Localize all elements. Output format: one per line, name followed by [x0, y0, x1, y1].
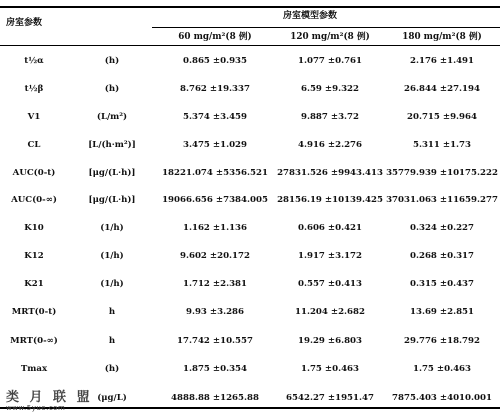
row-name: MRT(0-t) [11, 307, 57, 317]
watermark-url: www.5yue.com [6, 404, 66, 412]
row-name: CL [27, 140, 41, 150]
header-group-label: 房室模型参数 [282, 11, 338, 21]
row-value: 27831.526 ±9943.413 [277, 168, 383, 178]
header-col-60: 60 mg/m²(8 例) [178, 32, 252, 42]
row-value: 29.776 ±18.792 [404, 336, 480, 346]
row-unit: (1/h) [100, 279, 124, 289]
row-name: V1 [27, 112, 41, 122]
row-value: 28156.19 ±10139.425 [277, 195, 383, 205]
row-value: 1.077 ±0.761 [297, 56, 363, 66]
row-value: 1.162 ±1.136 [182, 223, 248, 233]
row-value: 35779.939 ±10175.222 [386, 168, 498, 178]
watermark-logo-text: 类 月 联 盟 [6, 390, 93, 405]
row-value: 17.742 ±10.557 [177, 336, 253, 346]
row-value: 0.268 ±0.317 [409, 251, 475, 261]
row-unit: h [108, 307, 116, 317]
row-value: 1.875 ±0.354 [182, 364, 248, 374]
watermark [6, 391, 93, 412]
row-value: 0.557 ±0.413 [297, 279, 363, 289]
row-value: 8.762 ±19.337 [180, 84, 250, 94]
row-value: 13.69 ±2.851 [409, 307, 475, 317]
row-value: 9.887 ±3.72 [300, 112, 360, 122]
row-value: 5.374 ±3.459 [182, 112, 248, 122]
group-header-rule [152, 27, 500, 28]
row-unit: [μg/(L·h)] [88, 195, 136, 205]
row-name: K12 [24, 251, 44, 261]
row-value: 0.324 ±0.227 [409, 223, 475, 233]
row-name: Tmax [20, 364, 48, 374]
table-top-rule [0, 6, 500, 8]
header-param-label: 房室参数 [6, 18, 43, 28]
row-unit: h [108, 336, 116, 346]
row-value: 6542.27 ±1951.47 [286, 393, 374, 403]
row-name: MRT(0-∞) [10, 336, 58, 346]
row-value: 1.712 ±2.381 [182, 279, 248, 289]
row-name: AUC(0-∞) [11, 195, 57, 205]
row-value: 19.29 ±6.803 [297, 336, 363, 346]
row-unit: (1/h) [100, 223, 124, 233]
row-value: 0.315 ±0.437 [409, 279, 475, 289]
row-unit: [L/(h·m²)] [88, 140, 136, 150]
row-value: 1.75 ±0.463 [300, 364, 360, 374]
row-value: 9.93 ±3.286 [185, 307, 245, 317]
header-bottom-rule [0, 45, 500, 46]
row-value: 4.916 ±2.276 [297, 140, 363, 150]
row-unit: [μg/(L·h)] [88, 168, 136, 178]
row-value: 5.311 ±1.73 [412, 140, 472, 150]
row-value: 19066.656 ±7384.005 [162, 195, 268, 205]
row-value: 4888.88 ±1265.88 [171, 393, 259, 403]
row-name: t½β [24, 84, 44, 94]
row-value: 9.602 ±20.172 [180, 251, 250, 261]
row-value: 1.917 ±3.172 [297, 251, 363, 261]
row-value: 3.475 ±1.029 [182, 140, 248, 150]
row-unit: (L/m²) [96, 112, 128, 122]
row-value: 20.715 ±9.964 [407, 112, 477, 122]
row-unit: (h) [104, 84, 120, 94]
row-unit: (1/h) [100, 251, 124, 261]
row-value: 37031.063 ±11659.277 [386, 195, 498, 205]
row-value: 1.75 ±0.463 [412, 364, 472, 374]
row-name: AUC(0-t) [12, 168, 56, 178]
row-value: 0.865 ±0.935 [182, 56, 248, 66]
row-value: 2.176 ±1.491 [409, 56, 475, 66]
row-name: t½α [24, 56, 44, 66]
row-name: K21 [24, 279, 44, 289]
row-value: 18221.074 ±5356.521 [162, 168, 268, 178]
row-unit: (μg/L) [97, 393, 127, 403]
row-value: 7875.403 ±4010.001 [392, 393, 492, 403]
row-value: 26.844 ±27.194 [404, 84, 480, 94]
header-col-180: 180 mg/m²(8 例) [402, 32, 482, 42]
row-unit: (h) [104, 56, 120, 66]
row-value: 11.204 ±2.682 [295, 307, 365, 317]
header-col-120: 120 mg/m²(8 例) [290, 32, 370, 42]
row-name: K10 [24, 223, 44, 233]
row-value: 6.59 ±9.322 [300, 84, 360, 94]
row-value: 0.606 ±0.421 [297, 223, 363, 233]
row-unit: (h) [104, 364, 120, 374]
